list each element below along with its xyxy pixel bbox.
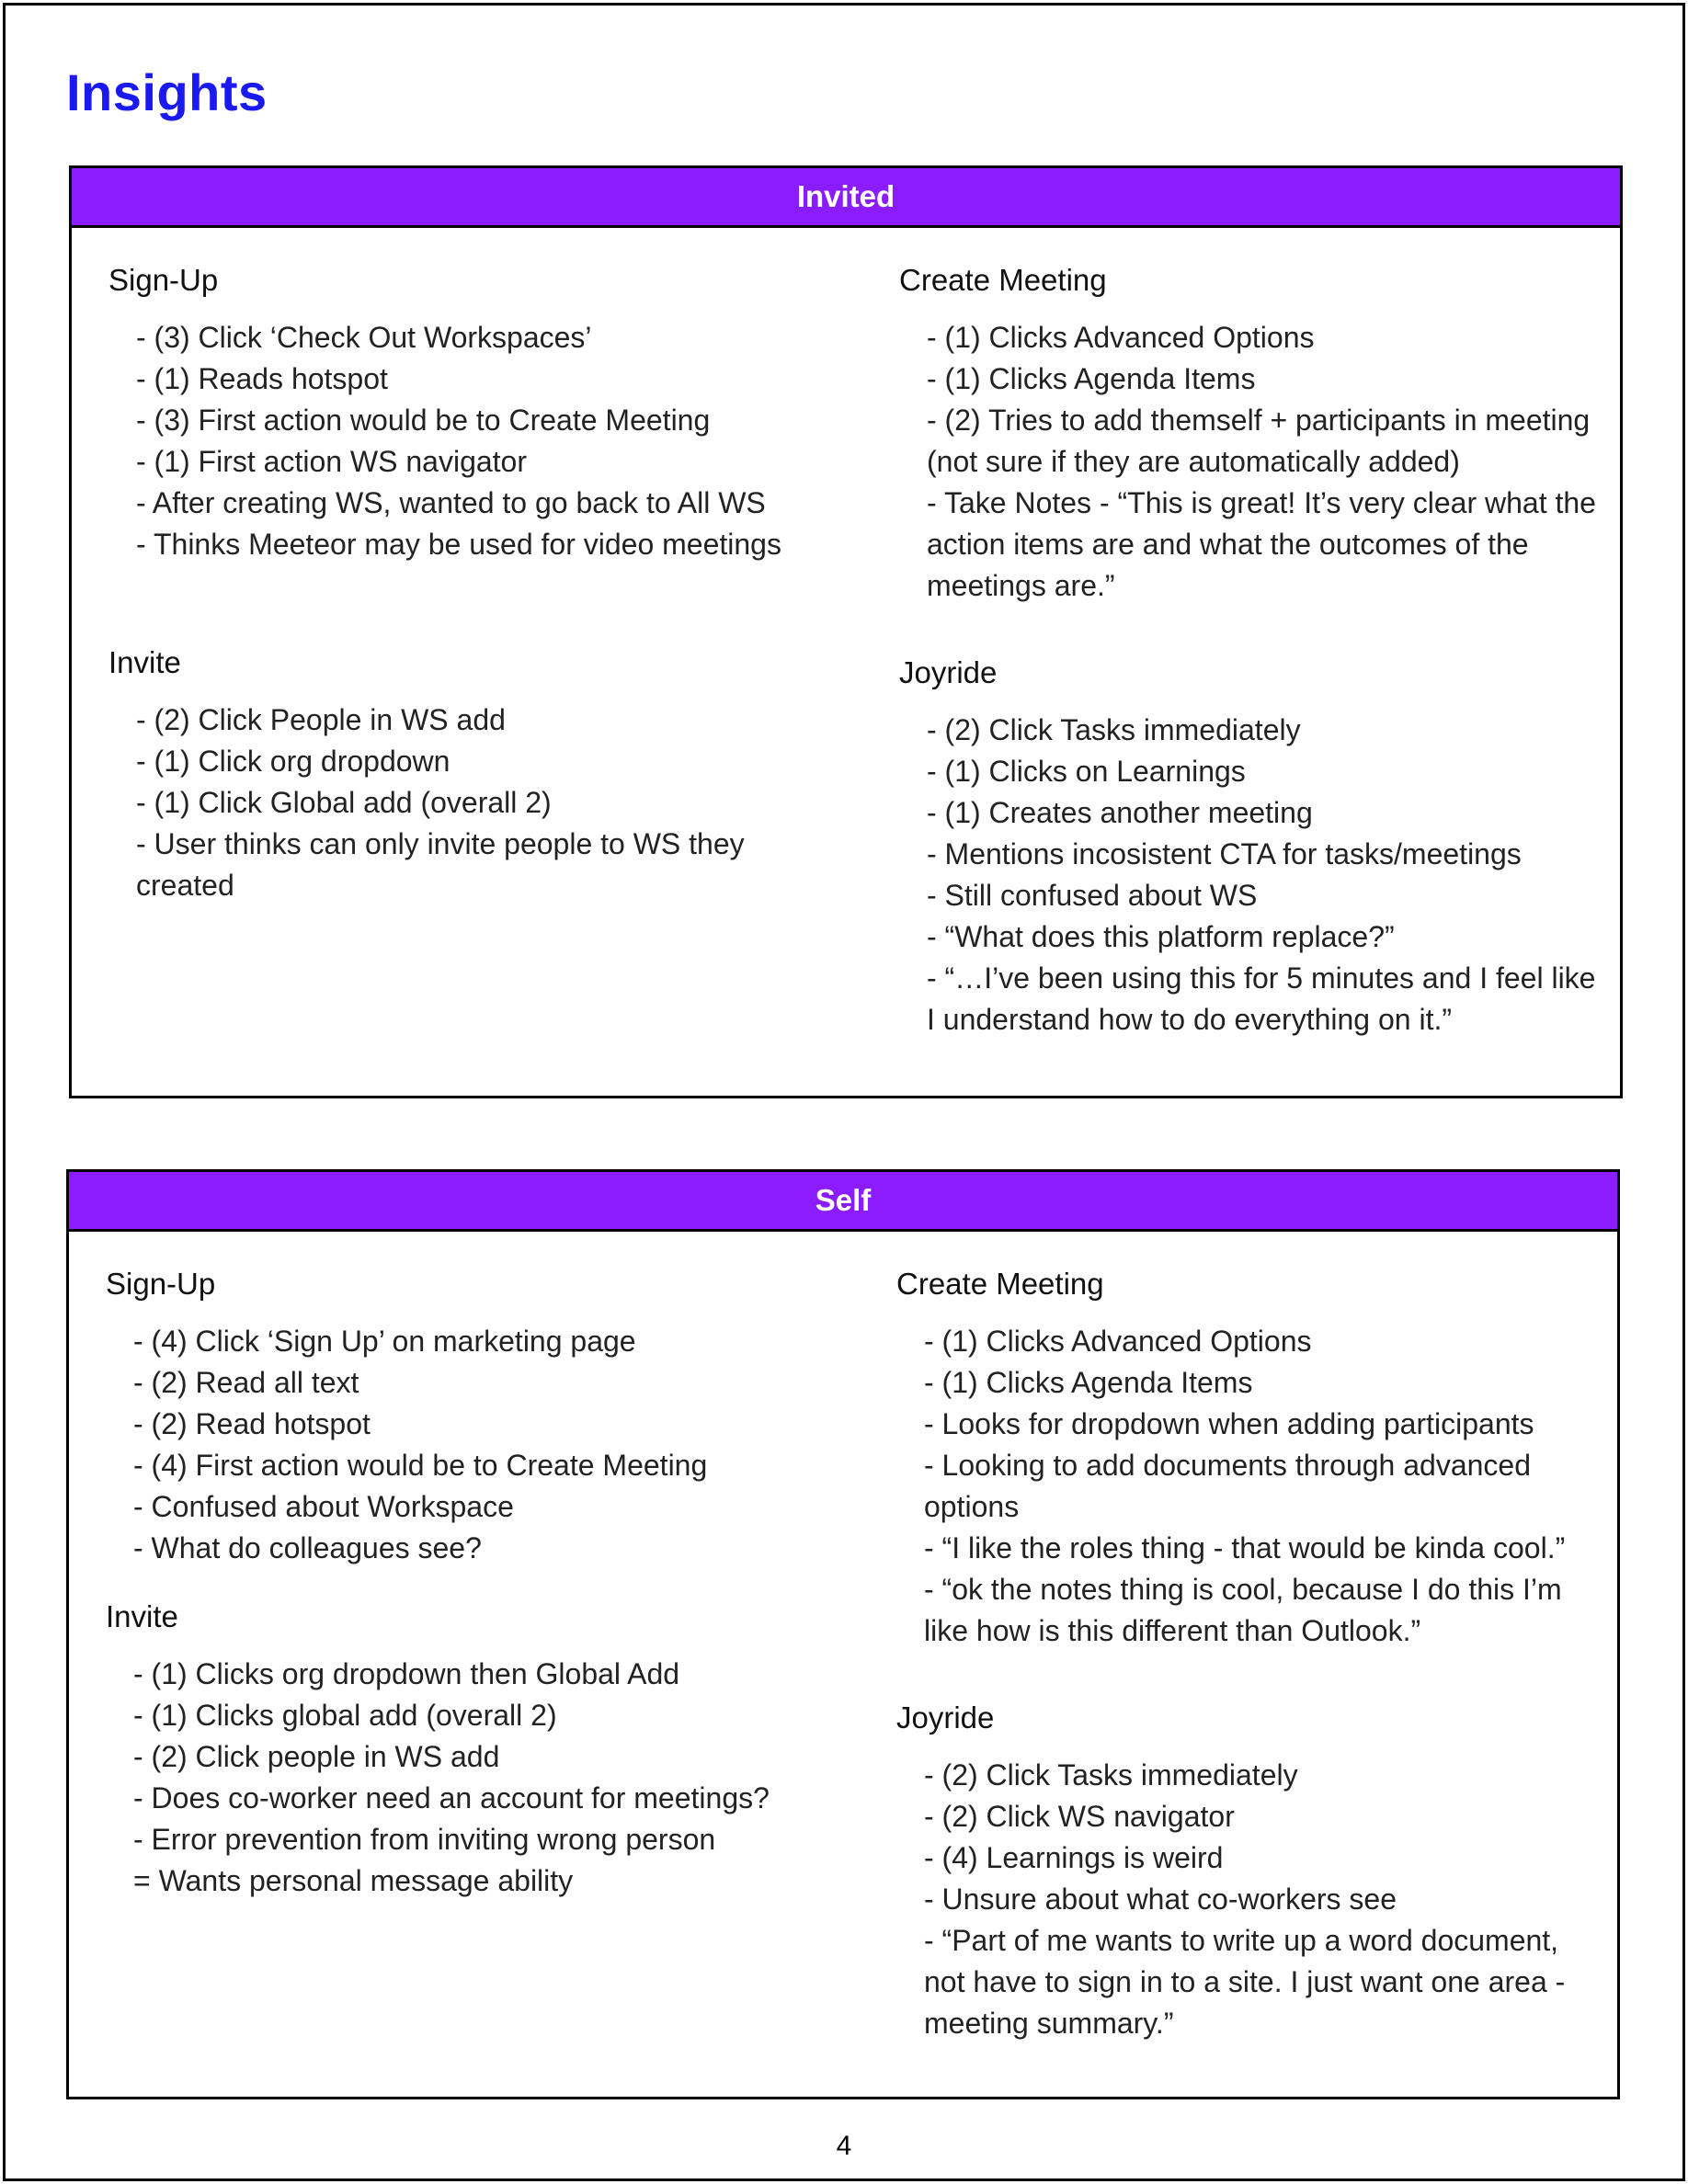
list-item: - (2) Click people in WS add	[133, 1740, 500, 1773]
list-item: - (1) Click org dropdown	[136, 745, 451, 778]
item-list	[927, 710, 1598, 1041]
item-list	[927, 317, 1598, 607]
invited-panel	[69, 165, 1623, 1098]
list-item: - (1) Reads hotspot	[136, 362, 388, 395]
list-item: - What do colleagues see?	[133, 1531, 482, 1564]
list-item: - Looking to add documents through advanced options	[924, 1449, 1532, 1523]
joyride-section	[899, 653, 1598, 1041]
page-number: 4	[836, 2131, 852, 2161]
signup-section	[108, 260, 807, 565]
item-list	[924, 1755, 1595, 2044]
list-item: - Unsure about what co-workers see	[924, 1883, 1397, 1916]
page-title: Insights	[66, 63, 268, 121]
right-column	[899, 260, 1598, 1041]
section-title: Create Meeting	[899, 263, 1107, 297]
list-item: - “Part of me wants to write up a word document, not have to sign in to a site. I just want one area - meeting summary.”	[924, 1924, 1566, 2040]
list-item: - Mentions incosistent CTA for tasks/meetings	[927, 837, 1522, 870]
section-title: Sign-Up	[106, 1267, 216, 1301]
list-item: - (1) Clicks Agenda Items	[924, 1366, 1253, 1399]
create-meeting-section	[896, 1264, 1595, 1652]
list-item: - (4) Click ‘Sign Up’ on marketing page	[133, 1325, 636, 1358]
list-item: - Confused about Workspace	[133, 1490, 514, 1523]
section-title: Joyride	[899, 655, 998, 689]
list-item: - “ok the notes thing is cool, because I do this I’m like how is this different than Outlook.”	[924, 1573, 1562, 1647]
list-item: - (1) Clicks global add (overall 2)	[133, 1699, 557, 1732]
list-item: - (2) Read all text	[133, 1366, 359, 1399]
list-item: - Does co-worker need an account for meetings?	[133, 1781, 770, 1814]
signup-section	[106, 1264, 804, 1569]
list-item: - (1) Clicks Advanced Options	[927, 321, 1315, 354]
list-item: - (1) Clicks Advanced Options	[924, 1325, 1312, 1358]
list-item: - (4) First action would be to Create Meeting	[133, 1449, 708, 1482]
section-title: Invite	[106, 1599, 178, 1633]
list-item: - “I like the roles thing - that would be kinda cool.”	[924, 1531, 1566, 1564]
list-item: - (1) Clicks on Learnings	[927, 755, 1246, 788]
section-title: Invite	[108, 645, 181, 679]
list-item: - (1) Click Global add (overall 2)	[136, 786, 552, 819]
left-column	[108, 260, 807, 906]
list-item: - (2) Click Tasks immediately	[924, 1758, 1298, 1792]
item-list	[133, 1654, 804, 1902]
create-meeting-section	[899, 260, 1598, 607]
right-column	[896, 1264, 1595, 2044]
list-item: - “…I’ve been using this for 5 minutes and I feel like I understand how to do everything on it.”	[927, 961, 1596, 1036]
section-title: Create Meeting	[896, 1267, 1104, 1301]
list-item: - (1) First action WS navigator	[136, 445, 527, 478]
panel-header: Invited	[72, 168, 1620, 228]
list-item: = Wants personal message ability	[133, 1864, 574, 1897]
section-title: Sign-Up	[108, 263, 219, 297]
list-item: - Error prevention from inviting wrong person	[133, 1823, 716, 1856]
joyride-section	[896, 1698, 1595, 2044]
section-title: Joyride	[896, 1701, 995, 1735]
item-list	[136, 317, 807, 565]
list-item: - Thinks Meeteor may be used for video meetings	[136, 528, 781, 561]
item-list	[133, 1321, 804, 1569]
left-column	[106, 1264, 804, 1902]
self-panel	[66, 1169, 1620, 2099]
invite-section	[108, 643, 807, 906]
list-item: - (3) Click ‘Check Out Workspaces’	[136, 321, 592, 354]
list-item: - (1) Clicks org dropdown then Global Add	[133, 1657, 680, 1690]
item-list	[136, 700, 807, 906]
list-item: - User thinks can only invite people to WS they created	[136, 827, 745, 902]
list-item: - (2) Click WS navigator	[924, 1800, 1235, 1833]
list-item: - (1) Creates another meeting	[927, 796, 1313, 829]
list-item: - Still confused about WS	[927, 879, 1258, 912]
list-item: - (2) Click Tasks immediately	[927, 713, 1301, 746]
list-item: - (2) Read hotspot	[133, 1407, 371, 1440]
list-item: - “What does this platform replace?”	[927, 920, 1395, 953]
list-item: - Looks for dropdown when adding participants	[924, 1407, 1534, 1440]
list-item: - (2) Click People in WS add	[136, 703, 506, 736]
list-item: - (4) Learnings is weird	[924, 1841, 1224, 1874]
item-list	[924, 1321, 1595, 1652]
list-item: - (1) Clicks Agenda Items	[927, 362, 1256, 395]
panel-header: Self	[69, 1172, 1617, 1232]
list-item: - Take Notes - “This is great! It’s very clear what the action items are and what the outcomes of the meetings are.”	[927, 486, 1596, 602]
list-item: - After creating WS, wanted to go back to All WS	[136, 486, 766, 519]
list-item: - (2) Tries to add themself + participants in meeting (not sure if they are automatically added)	[927, 404, 1591, 478]
list-item: - (3) First action would be to Create Meeting	[136, 404, 711, 437]
invite-section	[106, 1597, 804, 1902]
